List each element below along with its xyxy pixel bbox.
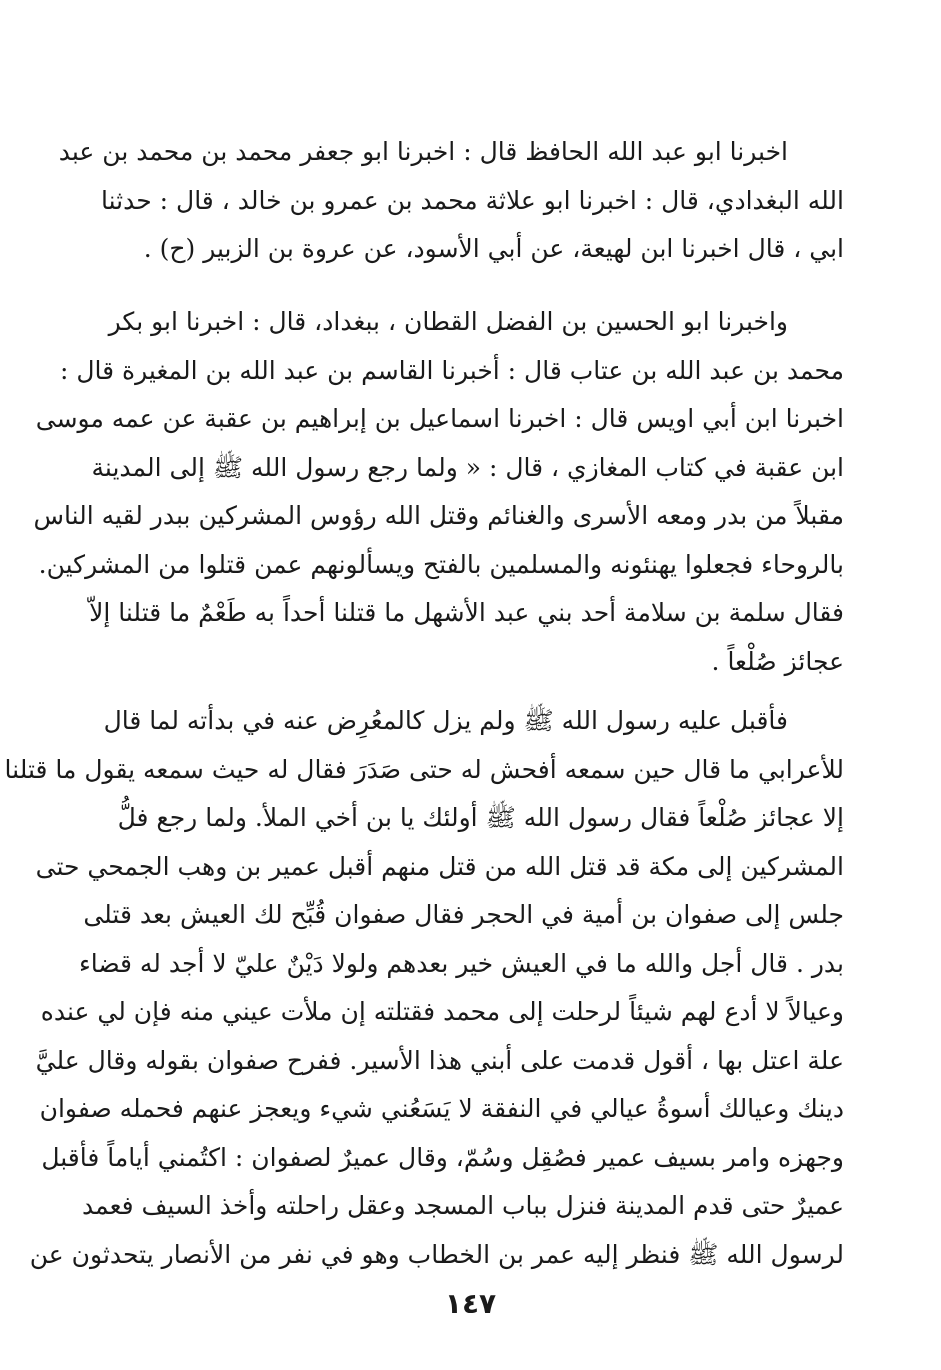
text-line: الله البغدادي، قال : اخبرنا ابو علاثة محمد بن عمرو بن خالد ، قال : حدثنا — [101, 185, 844, 215]
text-line: ابن عقبة في كتاب المغازي ، قال : « ولما رجع رسول الله ﷺ إلى المدينة — [91, 452, 844, 482]
text-line: عجائز صُلْعاً . — [711, 646, 844, 676]
text-line: دينك وعيالك أسوةُ عيالي في النفقة لا يَسَعُني شيء ويعجز عنهم فحمله صفوان — [39, 1094, 844, 1123]
text-line: إلا عجائز صُلْعاً فقال رسول الله ﷺ أولئك يا بن أخي الملأ. ولما رجع فلُّ — [117, 803, 844, 832]
text-line: وعيالاً لا أدع لهم شيئاً لرحلت إلى محمد فقتلته إن ملأت عيني منه فإن لي عنده — [40, 997, 844, 1026]
text-line: واخبرنا ابو الحسين بن الفضل القطان ، ببغداد، قال : اخبرنا ابو بكر — [108, 307, 788, 336]
text-line: فأقبل عليه رسول الله ﷺ ولم يزل كالمعُرِض عنه في بدأته لما قال — [103, 706, 788, 735]
text-line: ابي ، قال اخبرنا ابن لهيعة، عن أبي الأسود، عن عروة بن الزبير (ح) . — [143, 234, 844, 263]
paragraph-2 — [33, 298, 844, 686]
text-line: علة اعتل بها ، أقول قدمت على أبني هذا الأسير. ففرح صفوان بقوله وقال عليَّ — [35, 1045, 844, 1075]
text-line: لرسول الله ﷺ فنظر إليه عمر بن الخطاب وهو في نفر من الأنصار يتحدثون عن — [29, 1239, 844, 1269]
page-number: ١٤٧ — [444, 1287, 497, 1320]
text-line: مقبلاً من بدر ومعه الأسرى والغنائم وقتل الله رؤوس المشركين ببدر لقيه الناس — [33, 501, 844, 530]
text-line: بدر . قال أجل والله ما في العيش خير بعدهم ولولا دَيْنٌ عليّ لا أجد له قضاء — [78, 948, 844, 978]
text-line: محمد بن عبد الله بن عتاب قال : أخبرنا القاسم بن عبد الله بن المغيرة قال : — [59, 355, 844, 385]
paragraph-1 — [58, 128, 844, 274]
text-line: المشركين إلى مكة قد قتل الله من قتل منهم أقبل عمير بن وهب الجمحي حتى — [35, 851, 844, 881]
paragraph-3 — [4, 697, 844, 1279]
text-line: وجهزه وامر بسيف عمير فصُقِل وسُمّ، وقال عميرٌ لصفوان : اكتُمني أياماً فأقبل — [41, 1142, 844, 1172]
text-line: بالروحاء فجعلوا يهنئونه والمسلمين بالفتح ويسألونهم عمن قتلوا من المشركين. — [38, 549, 844, 579]
text-line: اخبرنا ابو عبد الله الحافظ قال : اخبرنا ابو جعفر محمد بن محمد بن عبد — [58, 137, 788, 166]
text-line: للأعرابي ما قال حين سمعه أفحش له حتى صَدَرَ فقال له حيث سمعه يقول ما قتلنا — [4, 754, 844, 784]
text-line: عميرٌ حتى قدم المدينة فنزل بباب المسجد وعقل راحلته وأخذ السيف فعمد — [82, 1191, 844, 1220]
text-line: فقال سلمة بن سلامة أحد بني عبد الأشهل ما قتلنا أحداً به طَعْمٌ ما قتلنا إلاّ — [89, 598, 844, 627]
text-line: جلس إلى صفوان بن أمية في الحجر فقال صفوان قُبِّح لك العيش بعد قتلى — [83, 900, 844, 929]
text-line: اخبرنا ابن أبي اويس قال : اخبرنا اسماعيل بن إبراهيم بن عقبة عن عمه موسى — [35, 404, 844, 433]
